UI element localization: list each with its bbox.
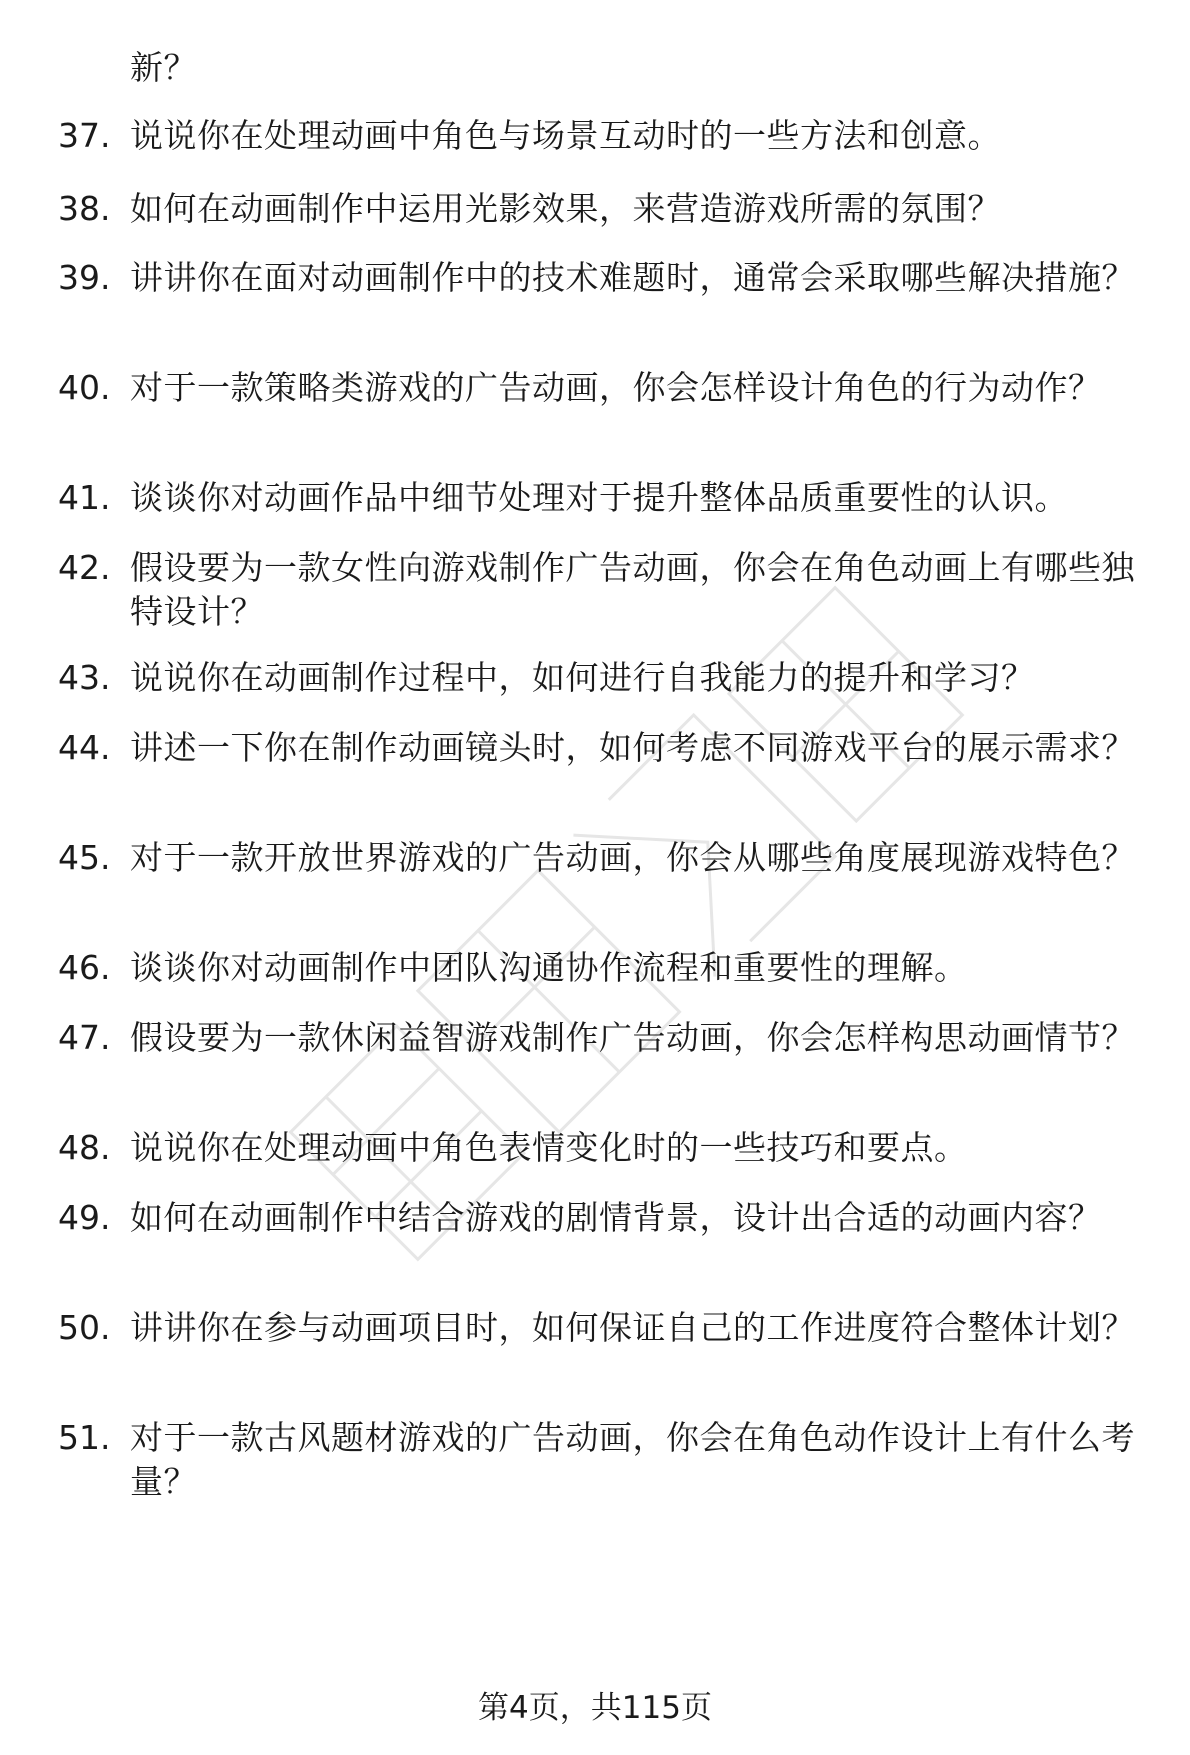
question-number: 43. (58, 658, 111, 697)
question-text: 说说你在动画制作过程中，如何进行自我能力的提升和学习？ (130, 658, 1035, 697)
question-number: 39. (58, 258, 111, 297)
question-text: 如何在动画制作中运用光影效果，来营造游戏所需的氛围？ (130, 189, 1001, 228)
question-text: 说说你在处理动画中角色与场景互动时的一些方法和创意。 (130, 116, 1001, 155)
question-number: 50. (58, 1308, 111, 1347)
page-footer (0, 1688, 1190, 1728)
question-number: 51. (58, 1418, 111, 1457)
question-number: 49. (58, 1198, 111, 1237)
question-text: 对于一款策略类游戏的广告动画，你会怎样设计角色的行为动作？ (130, 368, 1102, 407)
continuation-text: 新？ (130, 48, 197, 87)
question-text: 谈谈你对动画作品中细节处理对于提升整体品质重要性的认识。 (130, 478, 1068, 517)
question-text: 对于一款开放世界游戏的广告动画，你会从哪些角度展现游戏特色？ (130, 838, 1135, 877)
question-text: 对于一款古风题材游戏的广告动画，你会在角色动作设计上有什么考量？ (130, 1418, 1135, 1501)
question-number: 37. (58, 116, 111, 155)
question-number: 44. (58, 728, 111, 767)
question-text: 说说你在处理动画中角色表情变化时的一些技巧和要点。 (130, 1128, 968, 1167)
question-text: 假设要为一款女性向游戏制作广告动画，你会在角色动画上有哪些独特设计？ (130, 548, 1135, 631)
question-number: 48. (58, 1128, 111, 1167)
question-number: 45. (58, 838, 111, 877)
question-text: 讲讲你在参与动画项目时，如何保证自己的工作进度符合整体计划？ (130, 1308, 1135, 1347)
question-text: 讲述一下你在制作动画镜头时，如何考虑不同游戏平台的展示需求？ (130, 728, 1135, 767)
question-number: 42. (58, 548, 111, 587)
question-number: 41. (58, 478, 111, 517)
question-number: 40. (58, 368, 111, 407)
question-number: 46. (58, 948, 111, 987)
question-text: 谈谈你对动画制作中团队沟通协作流程和重要性的理解。 (130, 948, 968, 987)
question-text: 讲讲你在面对动画制作中的技术难题时，通常会采取哪些解决措施？ (130, 258, 1135, 297)
question-number: 38. (58, 189, 111, 228)
page-number-label: 第4页，共115页 (478, 1690, 712, 1726)
question-number: 47. (58, 1018, 111, 1057)
question-text: 如何在动画制作中结合游戏的剧情背景，设计出合适的动画内容？ (130, 1198, 1102, 1237)
question-text: 假设要为一款休闲益智游戏制作广告动画，你会怎样构思动画情节？ (130, 1018, 1135, 1057)
